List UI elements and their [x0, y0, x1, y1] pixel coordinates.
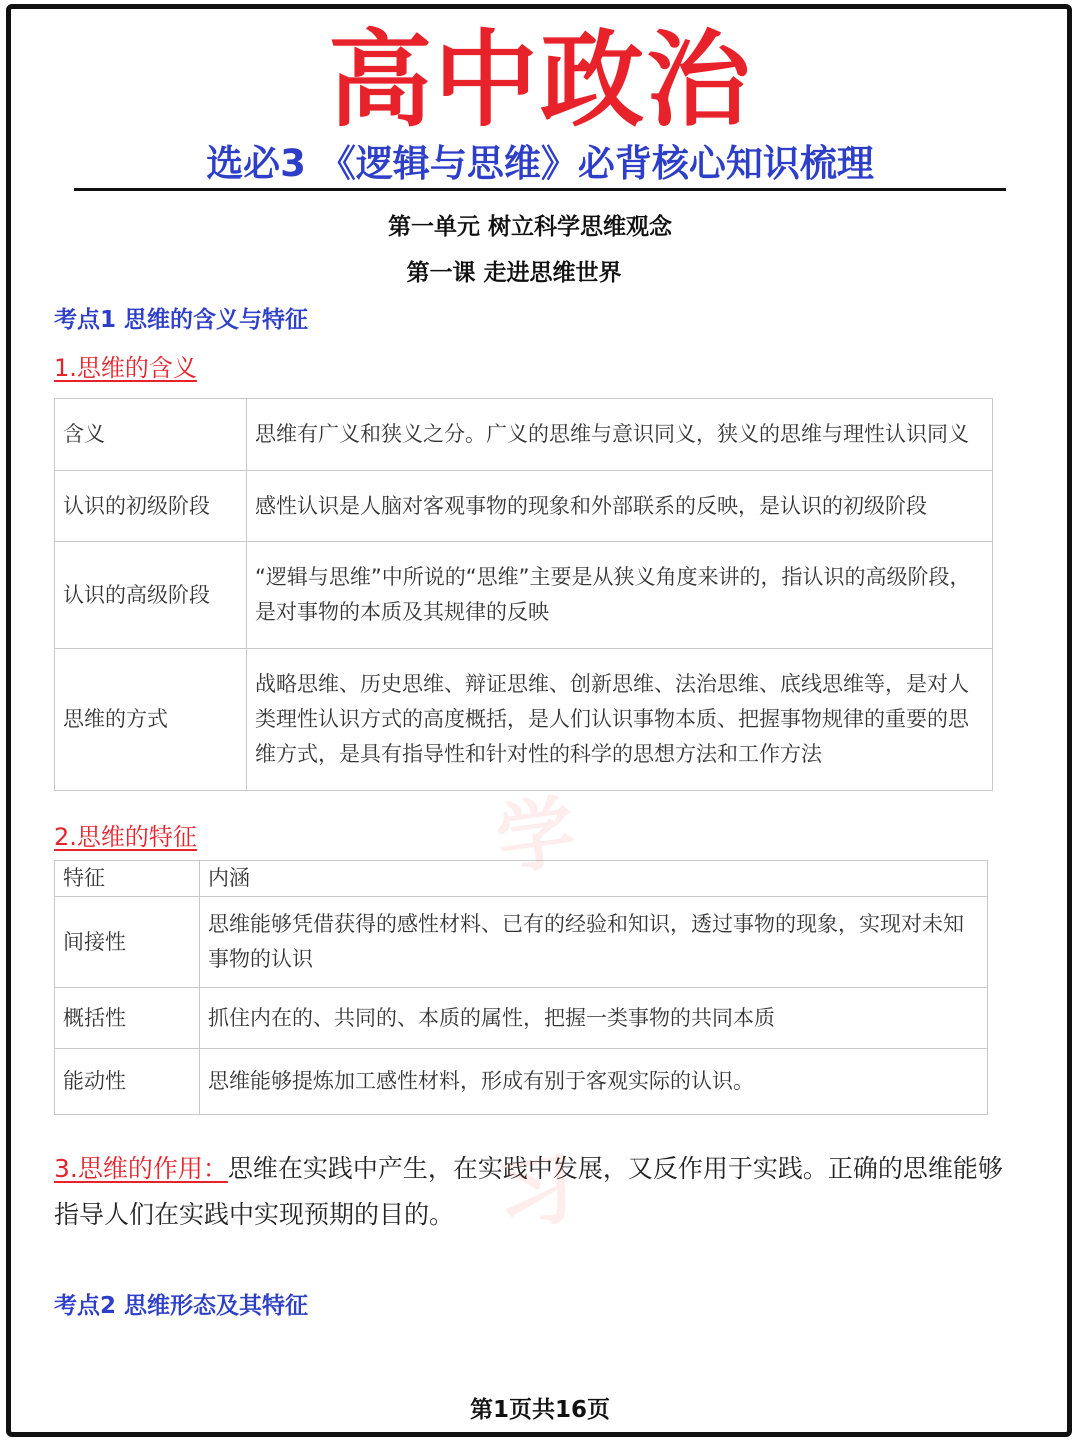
section1-heading: 1.思维的含义 [54, 354, 197, 382]
content-cell: 思维能够凭借获得的感性材料、已有的经验和知识，透过事物的现象，实现对未知事物的认识 [200, 897, 988, 988]
table-row [55, 988, 988, 1049]
content-cell: “逻辑与思维”中所说的“思维”主要是从狭义角度来讲的，指认识的高级阶段，是对事物的本质及其规律的反映 [247, 542, 993, 649]
table-row [55, 649, 993, 791]
term-cell: 概括性 [55, 988, 200, 1049]
table-row [55, 897, 988, 988]
table-row [55, 1049, 988, 1115]
lesson-title: 第一课 走进思维世界 [406, 260, 622, 286]
features-table [54, 860, 988, 1115]
content-cell: 战略思维、历史思维、辩证思维、创新思维、法治思维、底线思维等，是对人类理性认识方式的高度概括，是人们认识事物本质、把握事物规律的重要的思维方式，是具有指导性和针对性的科学的思想方法和工作方法 [247, 649, 993, 791]
main-title: 高中政治 [327, 19, 752, 141]
term-cell: 认识的高级阶段 [55, 542, 247, 649]
term-cell: 间接性 [55, 897, 200, 988]
page-footer: 第1页共16页 [469, 1397, 610, 1423]
title-divider [74, 188, 1006, 191]
watermark: 学 [491, 786, 581, 887]
watermark: 习 [491, 1142, 581, 1243]
term-cell: 认识的初级阶段 [55, 471, 247, 542]
section2-heading: 2.思维的特征 [54, 823, 197, 851]
table-row [55, 542, 993, 649]
section3-text: 思维在实践中产生，在实践中发展，又反作用于实践。正确的思维能够指导人们在实践中实现预期的目的。 [54, 1154, 1003, 1229]
section3-label: 3.思维的作用： [54, 1154, 228, 1183]
content-cell: 思维能够提炼加工感性材料，形成有别于客观实际的认识。 [200, 1049, 988, 1115]
content-cell: 感性认识是人脑对客观事物的现象和外部联系的反映，是认识的初级阶段 [247, 471, 993, 542]
content-cell: 思维有广义和狭义之分。广义的思维与意识同义，狭义的思维与理性认识同义 [247, 399, 993, 471]
sub-title: 选必3 《逻辑与思维》必背核心知识梳理 [206, 142, 874, 185]
column-header: 特征 [55, 861, 200, 897]
term-cell: 含义 [55, 399, 247, 471]
column-header: 内涵 [200, 861, 988, 897]
point1-title: 考点1 思维的含义与特征 [54, 307, 309, 333]
content-cell: 抓住内在的、共同的、本质的属性，把握一类事物的共同本质 [200, 988, 988, 1049]
term-cell: 能动性 [55, 1049, 200, 1115]
term-cell: 思维的方式 [55, 649, 247, 791]
unit-title: 第一单元 树立科学思维观念 [387, 214, 672, 240]
meaning-table [54, 398, 993, 791]
point2-title: 考点2 思维形态及其特征 [54, 1293, 309, 1319]
table-row [55, 399, 993, 471]
table-row [55, 471, 993, 542]
